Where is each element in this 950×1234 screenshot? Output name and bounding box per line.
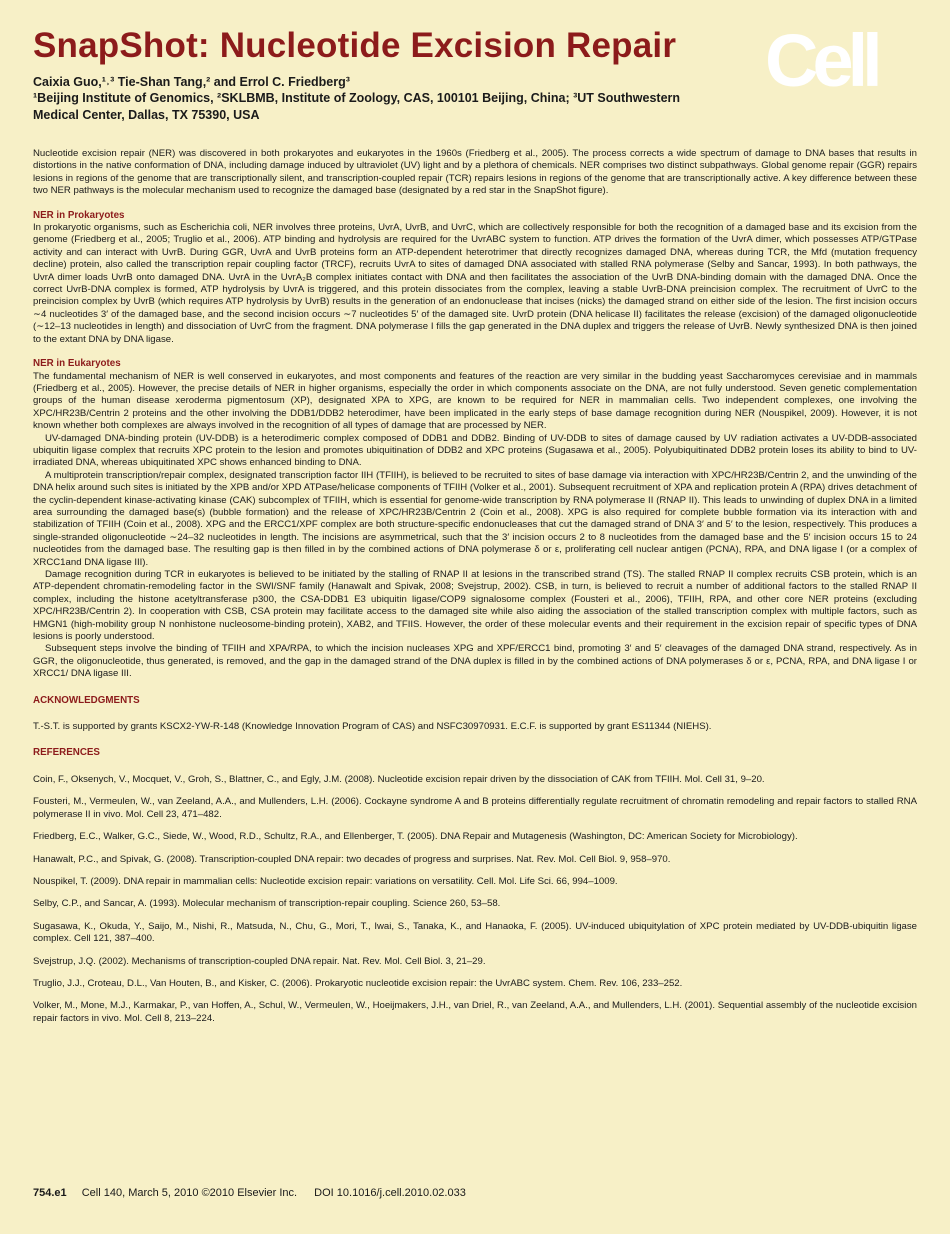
eukaryotes-paragraph-1: The fundamental mechanism of NER is well conserved in eukaryotes, and most components and features of the reaction are very similar in the budding yeast Saccharomyces cerevisiae and in mammals (Friedberg et al., 2005). However, the precise details of NER in higher organisms, especially the order in which components associate on the DNA, are not fully understood. Seven genetic complementation groups of the human disease xeroderma pigmentosum (XP), designated XPA to XPG, are known to be required for NER in mammalian cells. Two independent complexes, one involving the XPC/HR23B/Centrin 2 proteins and the other involving the DDB1/DDB2 heterodimer, have been implicated in the early steps of base damage recognition during NER (Nouspikel, 2009). However, it is not known whether both complexes are always involved in the recognition of all types of damage that are processed by NER. xyxy=(33,370,917,432)
cell-journal-logo: Cell xyxy=(765,19,877,102)
eukaryotes-paragraph-5: Subsequent steps involve the binding of TFIIH and XPA/RPA, to which the incision nucleases XPG and XPF/ERCC1 bind, promoting 3′ and 5′ cleavages of the damaged DNA strand, respectively. As in GGR, the oligonucleotide, thus generated, is removed, and the gap in the damaged strand of the DNA duplex is filled in by the combined actions of DNA polymerases δ or ε, PCNA, RPA, and DNA ligase I or XRCC1/ DNA ligase III. xyxy=(33,643,917,680)
prokaryotes-paragraph: In prokaryotic organisms, such as Escherichia coli, NER involves three proteins, UvrA, UvrB, and UvrC, which are collectively responsible for both the recognition of a damaged base and its excision from the genome (Friedberg et al., 2005; Truglio et al., 2006). ATP binding and hydrolysis are required for the UvrABC system to function. ATP drives the formation of the UvrA dimer, which possesses ATP/GTPase activity and can interact with UvrB. During GGR, UvrA and UvrB proteins form an ATP-dependent heterotrimer that directly recognizes damaged DNA, whereas during TCR, the Mfd (mutation frequency decline) protein, also called the transcription repair coupling factor (TRCF), recruits UvrA to sites of damaged DNA associated with stalled RNA polymerase (Selby and Sancar, 1993). In both pathways, the UvrA dimer loads UvrB onto damaged DNA. UvrA in the UvrA₂B complex initiates contact with DNA and then facilitates the association of the UvrB DNA-binding domain with the damaged DNA. Once the correct UvrB-DNA complex is formed, ATP hydrolysis by UvrA is triggered, and this protein dissociates from the complex, leaving a stable UvrB-DNA preincision complex. The recruitment of UvrC to the preincision complex by UvrB (which requires ATP hydrolysis by UvrB) results in the generation of an endonuclease that incises (nicks) the damaged strand on either side of the lesion. The first incision occurs ∼4 nucleotides 3′ of the damaged base, and the second incision occurs ∼7 nucleotides 5′ of the damaged site. UvrD protein (DNA helicase II) facilitates the release (excision) of the damaged oligonucleotide (∼12–13 nucleotides in length) and dissociation of UvrC from the fragment. DNA polymerase I fills the gap generated in the DNA duplex and triggers the release of UvrB. Newly synthesized DNA is then joined to the extant DNA by DNA ligase. xyxy=(33,222,917,345)
intro-paragraph: Nucleotide excision repair (NER) was discovered in both prokaryotes and eukaryotes in the 1960s (Friedberg et al., 2005). The process corrects a wide spectrum of damage to DNA bases that results in distortions in the native conformation of DNA, including damage induced by ultraviolet (UV) light and by a plethora of chemicals. NER comprises two distinct subpathways. Global genome repair (GGR) repairs lesions in regions of the genome that are transcriptionally silent, and transcription-coupled repair (TCR) repairs lesions in regions of the genome that are transcriptionally active. A key difference between these two NER pathways is the molecular mechanism used to recognize the damaged base (designated by a red star in the SnapShot figure). xyxy=(33,148,917,197)
journal-citation: Cell 140, March 5, 2010 ©2010 Elsevier Inc. xyxy=(81,1187,298,1199)
author-list: Caixia Guo,¹˒³ Tie-Shan Tang,² and Errol C. Friedberg³ xyxy=(33,75,350,89)
reference-item: Svejstrup, J.Q. (2002). Mechanisms of transcription-coupled DNA repair. Nat. Rev. Mol. Cell Biol. 3, 21–29. xyxy=(33,955,486,967)
eukaryotes-paragraph-4: Damage recognition during TCR in eukaryotes is believed to be initiated by the stalling of RNAP II at lesions in the transcribed strand (TS). The stalled RNAP II complex recruits CSB protein, which is an ATP-dependent chromatin-remodeling factor in the SWI/SNF family (Hanawalt and Spivak, 2008; Svejstrup, 2002). CSB, in turn, is believed to recruit a number of additional factors to the stalled RNAP II complex, including the histone acetyltransferase p300, the CSA-DDB1 E3 ubiquitin ligase/COP9 signalosome complex (Fousteri et al., 2006), TFIIH, RPA, and other core NER proteins (excluding XPC/HR23B/Centrin 2). In cooperation with CSB, CSA protein may facilitate access to the damaged site while also aiding the association of the stalled transcription complex with multiple factors, such as HMGN1 (high-mobility group N nonhistone nucleosome-binding protein), XAB2, and TFIIS. However, the order of these molecular events and their requirement in the excision repair of specific types of DNA lesions is poorly understood. xyxy=(33,569,917,643)
acknowledgments-text: T.-S.T. is supported by grants KSCX2-YW-R-148 (Knowledge Innovation Program of CAS) and NSFC30970931. E.C.F. is supported by grant ES11344 (NIEHS). xyxy=(33,721,712,733)
section-heading-prokaryotes: NER in Prokaryotes xyxy=(33,209,125,221)
references-heading: REFERENCES xyxy=(33,747,100,759)
reference-item: Friedberg, E.C., Walker, G.C., Siede, W., Wood, R.D., Schultz, R.A., and Ellenberger, T. (2005). DNA Repair and Mutagenesis (Washington, DC: American Society for Microbiology). xyxy=(33,831,798,843)
affiliation-line-2: Medical Center, Dallas, TX 75390, USA xyxy=(33,108,260,122)
page-footer xyxy=(33,1186,466,1200)
reference-item: Nouspikel, T. (2009). DNA repair in mammalian cells: Nucleotide excision repair: variations on versatility. Cell. Mol. Life Sci. 66, 994–1009. xyxy=(33,875,618,887)
reference-item: Hanawalt, P.C., and Spivak, G. (2008). Transcription-coupled DNA repair: two decades of progress and surprises. Nat. Rev. Mol. Cell Biol. 9, 958–970. xyxy=(33,853,671,865)
eukaryotes-paragraph-3: A multiprotein transcription/repair complex, designated transcription factor IIH (TFIIH), is believed to be recruited to sites of base damage via interaction with XPC/HR23B/Centrin 2, and the unwinding of the DNA helix around such sites is initiated by the XPB and/or XPD ATPase/helicase components of TFIIH (Volker et al., 2001). Subsequent recruitment of XPA and replication protein A (RPA) drives detachment of the cyclin-dependent kinase-activating kinase (CAK) subcomplex of TFIIH, which is essential for genome-wide transcription by RNA polymerase II (RNAP II). This leads to unwinding of duplex DNA in a limited area surrounding the damaged base(s) (bubble formation) and the release of XPC/HR23B/Centrin 2 (Coin et al., 2008). XPG is also required for complete bubble formation via its interaction with and stabilization of TFIIH (Coin et al., 2008). XPG and the ERCC1/XPF complex are both structure-specific endonucleases that cut the damaged strand of DNA 3′ and 5′ to the lesion, respectively. This produces a single-stranded oligonucleotide ∼24–32 nucleotides in length. The incisions are asymmetrical, such that the 3′ incision occurs 2 to 8 nucleotides from the damaged base and the 5′ incision occurs 15 to 24 nucleotides from the damaged base. The resulting gap is then filled in by the combined actions of DNA polymerase δ or ε, proliferating cell nuclear antigen (PCNA), RPA, and DNA ligase I (or a complex of XRCC1and DNA ligase III). xyxy=(33,469,917,568)
affiliation-line-1: ¹Beijing Institute of Genomics, ²SKLBMB, Institute of Zoology, CAS, 100101 Beijing, China; ³UT Southwestern xyxy=(33,91,681,105)
acknowledgments-heading: ACKNOWLEDGMENTS xyxy=(33,694,140,706)
page-number: 754.e1 xyxy=(33,1187,67,1199)
article-title: SnapShot: Nucleotide Excision Repair xyxy=(33,26,677,65)
eukaryotes-paragraph-2: UV-damaged DNA-binding protein (UV-DDB) is a heterodimeric complex composed of DDB1 and DDB2. Binding of UV-DDB to sites of damage caused by UV radiation activates a UV-DDB-associated ubiquitin ligase complex that recruits XPC protein to the lesion and promotes ubiquitination of DDB2 and XPC proteins (Sugasawa et al., 2005). Polyubiquitinated DDB2 protein loses its ability to bind to UV-irradiated DNA, whereas ubiquitinated XPC shows enhanced binding to DNA. xyxy=(33,432,917,469)
reference-item: Truglio, J.J., Croteau, D.L., Van Houten, B., and Kisker, C. (2006). Prokaryotic nucleotide excision repair: the UvrABC system. Chem. Rev. 106, 233–252. xyxy=(33,977,683,989)
article-header xyxy=(33,26,793,124)
reference-item: Volker, M., Mone, M.J., Karmakar, P., van Hoffen, A., Schul, W., Vermeulen, W., Hoeijmakers, J.H., van Driel, R., van Zeeland, A.A., and Mullenders, L.H. (2001). Sequential assembly of the nucleotide excision repair factors in vivo. Mol. Cell 8, 213–224. xyxy=(33,1000,917,1024)
section-heading-eukaryotes: NER in Eukaryotes xyxy=(33,358,121,370)
reference-item: Coin, F., Oksenych, V., Mocquet, V., Groh, S., Blattner, C., and Egly, J.M. (2008). Nucleotide excision repair driven by the dissociation of CAK from TFIIH. Mol. Cell 31, 9–20. xyxy=(33,773,765,785)
article-body xyxy=(33,148,917,1035)
reference-item: Sugasawa, K., Okuda, Y., Saijo, M., Nishi, R., Matsuda, N., Chu, G., Mori, T., Iwai, S., Tanaka, K., and Hanaoka, F. (2005). UV-induced ubiquitylation of XPC protein mediated by UV-DDB-ubiquitin ligase complex. Cell 121, 387–400. xyxy=(33,920,917,945)
reference-list xyxy=(33,774,917,1025)
reference-item: Fousteri, M., Vermeulen, W., van Zeeland, A.A., and Mullenders, L.H. (2006). Cockayne syndrome A and B proteins differentially regulate recruitment of chromatin remodeling and repair factors to stalled RNA polymerase II in vivo. Mol. Cell 23, 471–482. xyxy=(33,796,917,820)
reference-item: Selby, C.P., and Sancar, A. (1993). Molecular mechanism of transcription-repair coupling. Science 260, 53–58. xyxy=(33,898,501,910)
doi-text: DOI 10.1016/j.cell.2010.02.033 xyxy=(314,1187,466,1199)
